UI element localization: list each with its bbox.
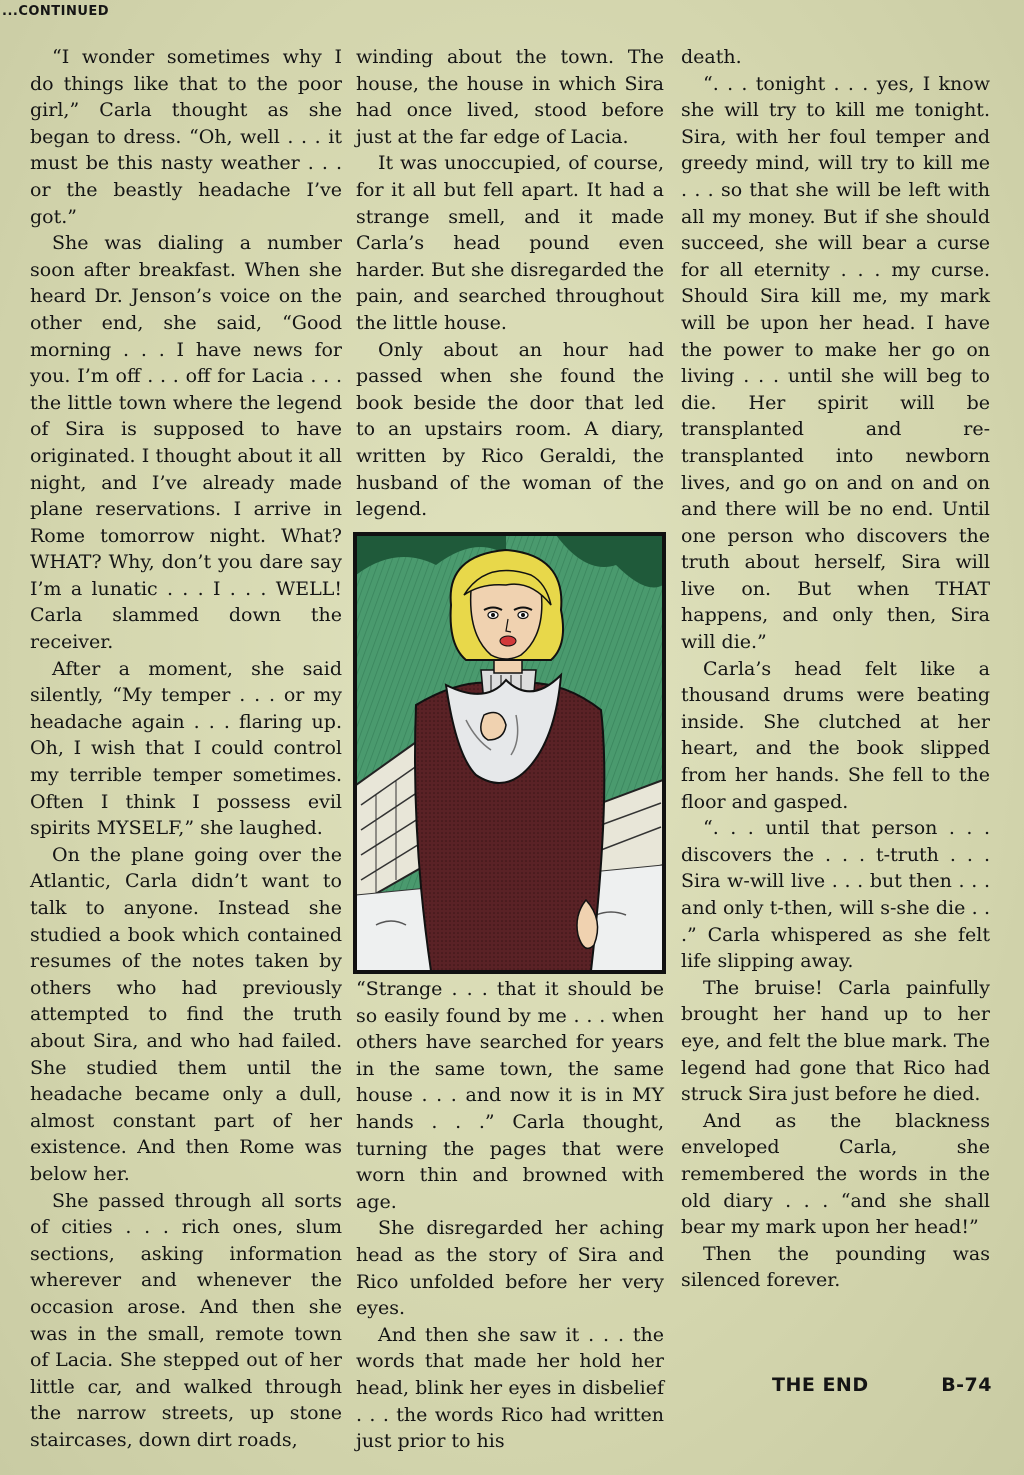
illustration-panel: [353, 532, 666, 974]
paragraph: Only about an hour had passed when she found the book beside the door that led to an upstairs room. A diary, written by Rico Geraldi, the husband of the woman of the legend.: [356, 338, 664, 521]
the-end-label: THE END: [772, 1374, 869, 1396]
paragraph: Carla’s head felt like a thousand drums were beating inside. She clutched at her heart, and the book slipped from her hands. She fell to the floor and gasped.: [681, 657, 990, 813]
paragraph: It was unoccupied, of course, for it all but fell apart. It had a strange smell, and it made Carla’s head pound even harder. But she disregarded the pain, and searched throughout the little house.: [356, 152, 664, 334]
page-code: B-74: [941, 1374, 992, 1396]
paragraph: On the plane going over the Atlantic, Carla didn’t want to talk to anyone. Instead she studied a book which contained resumes of the notes taken by others who had previously attempted to find the truth about Sira, and who had failed. She studied them until the headache became only a dull, almost constant part of her existence. And then Rome was below her.: [30, 843, 342, 1185]
paragraph: “. . . until that person . . . discovers the . . . t-truth . . . Sira w-will live . . . but then . . . and only t-then, will s-she die . . .” Carla whispered as she felt life slipping away.: [681, 817, 990, 973]
paragraph: winding about the town. The house, the house in which Sira had once lived, stood before just at the far edge of Lacia.: [356, 46, 664, 148]
end-line: [772, 1374, 992, 1396]
paragraph: And as the blackness enveloped Carla, she remembered the words in the old diary . . . “and she shall bear my mark upon her head!”: [681, 1109, 990, 1239]
paragraph: After a moment, she said silently, “My temper . . . or my headache again . . . flaring up. Oh, I wish that I could control my terrible temper sometimes. Often I think I possess evil spirits MYSELF,” she laughed.: [30, 657, 342, 840]
paragraph: The bruise! Carla painfully brought her hand up to her eye, and felt the blue mark. The legend had gone that Rico had struck Sira just before he died.: [681, 976, 990, 1106]
column-2-bottom-text: [356, 976, 664, 1455]
paragraph: death.: [681, 46, 742, 68]
text-column-3: [681, 44, 990, 1294]
text-column-2: [356, 44, 664, 1453]
column-2-top-text: [356, 44, 664, 523]
paragraph: Then the pounding was silenced forever.: [681, 1242, 990, 1292]
paragraph: She was dialing a number soon after breakfast. When she heard Dr. Jenson’s voice on the other end, she said, “Good morning . . . I have news for you. I’m off . . . off for Lacia . . . the little town where the legend of Sira is supposed to have originated. I thought about it all night, and I’ve already made plane reservations. I arrive in Rome tomorrow night. What? WHAT? Why, don’t you dare say I’m a lunatic . . . I . . . WELL! Carla slammed down the receiver.: [30, 232, 342, 654]
paragraph: She disregarded her aching head as the story of Sira and Rico unfolded before her very eyes.: [356, 1217, 664, 1320]
continued-label: ...CONTINUED: [2, 4, 110, 19]
woman-in-coat-illustration: [356, 535, 663, 971]
paragraph: And then she saw it . . . the words that made her hold her head, blink her eyes in disbelief . . . the words Rico had written just prior to his: [356, 1323, 664, 1453]
paragraph: “Strange . . . that it should be so easily found by me . . . when others have searched for years in the same town, the same house . . . and now it is in MY hands . . .” Carla thought, turning the pages that were worn thin and browned with age.: [356, 978, 664, 1213]
paragraph: She passed through all sorts of cities . . . rich ones, slum sections, asking information wherever and whenever the occasion arose. And then she was in the small, remote town of Lacia. She stepped out of her little car, and walked through the narrow streets, up stone staircases, down dirt roads,: [30, 1189, 342, 1451]
text-column-1: [30, 44, 342, 1453]
paragraph: “. . . tonight . . . yes, I know she will try to kill me tonight. Sira, with her foul temper and greedy mind, will try to kill me . . . so that she will be left with all my money. But if she should succeed, she will bear a curse for all eternity . . . my curse. Should Sira kill me, my mark will be upon her head. I have the power to make her go on living . . . until she will beg to die. Her spirit will be transplanted and re-transplanted into newborn lives, and go on and on and on and there will be no end. Until one person who discovers the truth about herself, Sira will live on. But when THAT happens, and only then, Sira will die.”: [681, 72, 990, 654]
paragraph: “I wonder sometimes why I do things like that to the poor girl,” Carla thought as she began to dress. “Oh, well . . . it must be this nasty weather . . . or the beastly headache I’ve got.”: [30, 46, 342, 228]
